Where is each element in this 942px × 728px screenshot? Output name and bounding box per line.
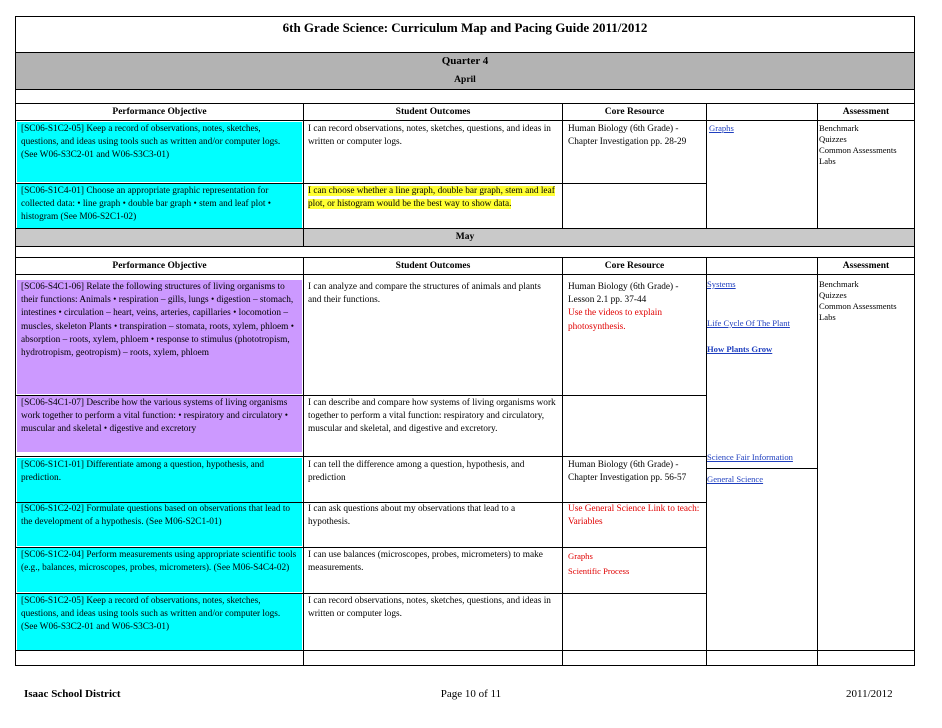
may-resource-5: Graphs Scientific Process bbox=[568, 551, 630, 576]
may-outcome-3: I can tell the difference among a question, hypothesis, and prediction bbox=[308, 460, 525, 484]
may-resource-3: Human Biology (6th Grade) - Chapter Investigation pp. 56-57 bbox=[568, 460, 687, 484]
april-assessment-list: Benchmark Quizzes Common Assessments Labs bbox=[819, 123, 897, 166]
rule bbox=[15, 103, 915, 104]
rule bbox=[707, 468, 817, 469]
rule bbox=[817, 257, 818, 665]
quarter-banner: Quarter 4 bbox=[15, 52, 915, 71]
april-outcome-1: I can record observations, notes, sketches, questions, and ideas in written or computer logs. bbox=[308, 124, 551, 148]
rule bbox=[15, 246, 915, 247]
april-objective-2: [SC06-S1C4-01] Choose an appropriate graphic representation for collected data: • line graph • double bar graph • stem and leaf plot • histogram (See M06-S2C1-02) bbox=[17, 184, 302, 228]
rule bbox=[15, 593, 707, 594]
header-objective: Performance Objective bbox=[112, 107, 207, 117]
may-objective-4: [SC06-S1C2-02] Formulate questions based on observations that lead to the development of a hypothesis. (See M06-S2C1-01) bbox=[17, 502, 302, 546]
rule bbox=[15, 228, 915, 229]
rule bbox=[817, 103, 818, 228]
table-border-top bbox=[15, 16, 915, 17]
may-resource-1: Human Biology (6th Grade) - Lesson 2.1 pp. 37-44 Use the videos to explain photosynthesis. bbox=[568, 282, 679, 332]
may-objective-3: [SC06-S1C1-01] Differentiate among a question, hypothesis, and prediction. bbox=[17, 458, 302, 502]
footer-year: 2011/2012 bbox=[846, 688, 893, 700]
may-link-life-cycle[interactable]: Life Cycle Of The Plant bbox=[707, 318, 790, 328]
rule bbox=[15, 89, 915, 90]
footer-district: Isaac School District bbox=[24, 688, 121, 700]
may-outcome-2: I can describe and compare how systems of living organisms work together to perform a vital function: respiratory and circulatory, muscular and skeletal, and digestive and excretory. bbox=[308, 398, 556, 435]
may-objective-6: [SC06-S1C2-05] Keep a record of observations, notes, sketches, questions, and ideas using tools such as written and/or computer logs. (See W06-S3C2-01 and W06-S3C3-01) bbox=[17, 594, 302, 650]
rule bbox=[15, 257, 915, 258]
rule bbox=[303, 228, 304, 246]
rule bbox=[706, 103, 707, 228]
rule bbox=[15, 502, 707, 503]
header-outcomes: Student Outcomes bbox=[395, 107, 471, 117]
table-border-left bbox=[15, 16, 16, 666]
april-resource-1: Human Biology (6th Grade) - Chapter Investigation pp. 28-29 bbox=[568, 124, 687, 148]
rule bbox=[303, 103, 304, 228]
rule bbox=[15, 274, 915, 275]
may-resource-4: Use General Science Link to teach: Variables bbox=[568, 504, 700, 528]
may-assessment-list: Benchmark Quizzes Common Assessments Labs bbox=[819, 279, 897, 322]
may-outcome-5: I can use balances (microscopes, probes, micrometers) to make measurements. bbox=[308, 550, 543, 574]
header-objective-may: Performance Objective bbox=[112, 261, 207, 271]
may-outcome-4: I can ask questions about my observations that lead to a hypothesis. bbox=[308, 504, 516, 528]
may-link-systems[interactable]: Systems bbox=[707, 279, 736, 289]
may-objective-1: [SC06-S4C1-06] Relate the following structures of living organisms to their functions: Animals • respiration – gills, lungs • digestion – stomach, intestines • circulation – heart, veins, arteries, capillaries • locomotion – muscles, skeleton Plants • transpiration – stomata, roots, xylem, phloem • absorption – roots, xylem, phloem • response to stimulus (phototropism, hydrotropism, geotropism) – roots, xylem, phloem bbox=[17, 280, 302, 394]
rule bbox=[706, 257, 707, 665]
may-link-science-fair[interactable]: Science Fair Information bbox=[707, 452, 793, 462]
footer-page-number: Page 10 of 11 bbox=[440, 688, 502, 700]
table-border-right bbox=[914, 16, 915, 666]
table-border-bottom bbox=[15, 665, 915, 666]
april-objective-1: [SC06-S1C2-05] Keep a record of observations, notes, sketches, questions, and ideas using tools such as written and/or computer logs. (See W06-S3C2-01 and W06-S3C3-01) bbox=[17, 122, 302, 182]
may-objective-2: [SC06-S4C1-07] Describe how the various systems of living organisms work together to perform a vital function: • respiratory and circulatory • muscular and skeletal • digestive and excretory bbox=[17, 396, 302, 452]
header-assessment: Assessment bbox=[842, 107, 890, 117]
page-title: 6th Grade Science: Curriculum Map and Pacing Guide 2011/2012 bbox=[282, 20, 648, 35]
month-banner-april: April bbox=[15, 71, 915, 89]
may-objective-5: [SC06-S1C2-04] Perform measurements using appropriate scientific tools (e.g., balances, microscopes, probes, micrometers). (See M06-S4C4-02) bbox=[17, 548, 302, 592]
rule bbox=[15, 650, 915, 651]
month-banner-may: May bbox=[15, 228, 915, 246]
curriculum-table bbox=[15, 16, 915, 666]
rule bbox=[15, 547, 707, 548]
rule bbox=[15, 52, 915, 53]
header-resource: Core Resource bbox=[604, 107, 665, 117]
april-outcome-2: I can choose whether a line graph, double bar graph, stem and leaf plot, or histogram would be the best way to show data. bbox=[308, 186, 555, 210]
may-link-how-plants-grow[interactable]: How Plants Grow bbox=[707, 344, 773, 354]
april-link-graphs[interactable]: Graphs bbox=[709, 123, 734, 133]
rule bbox=[562, 103, 563, 228]
rule bbox=[562, 257, 563, 665]
may-link-general-science[interactable]: General Science bbox=[707, 474, 764, 484]
header-assessment-may: Assessment bbox=[842, 261, 890, 271]
rule bbox=[15, 183, 707, 184]
rule bbox=[15, 120, 915, 121]
may-outcome-6: I can record observations, notes, sketches, questions, and ideas in written or computer logs. bbox=[308, 596, 551, 620]
may-outcome-1: I can analyze and compare the structures of animals and plants and their functions. bbox=[308, 282, 541, 306]
header-resource-may: Core Resource bbox=[604, 261, 665, 271]
header-outcomes-may: Student Outcomes bbox=[395, 261, 471, 271]
rule bbox=[15, 395, 707, 396]
rule bbox=[15, 456, 707, 457]
rule bbox=[303, 257, 304, 665]
